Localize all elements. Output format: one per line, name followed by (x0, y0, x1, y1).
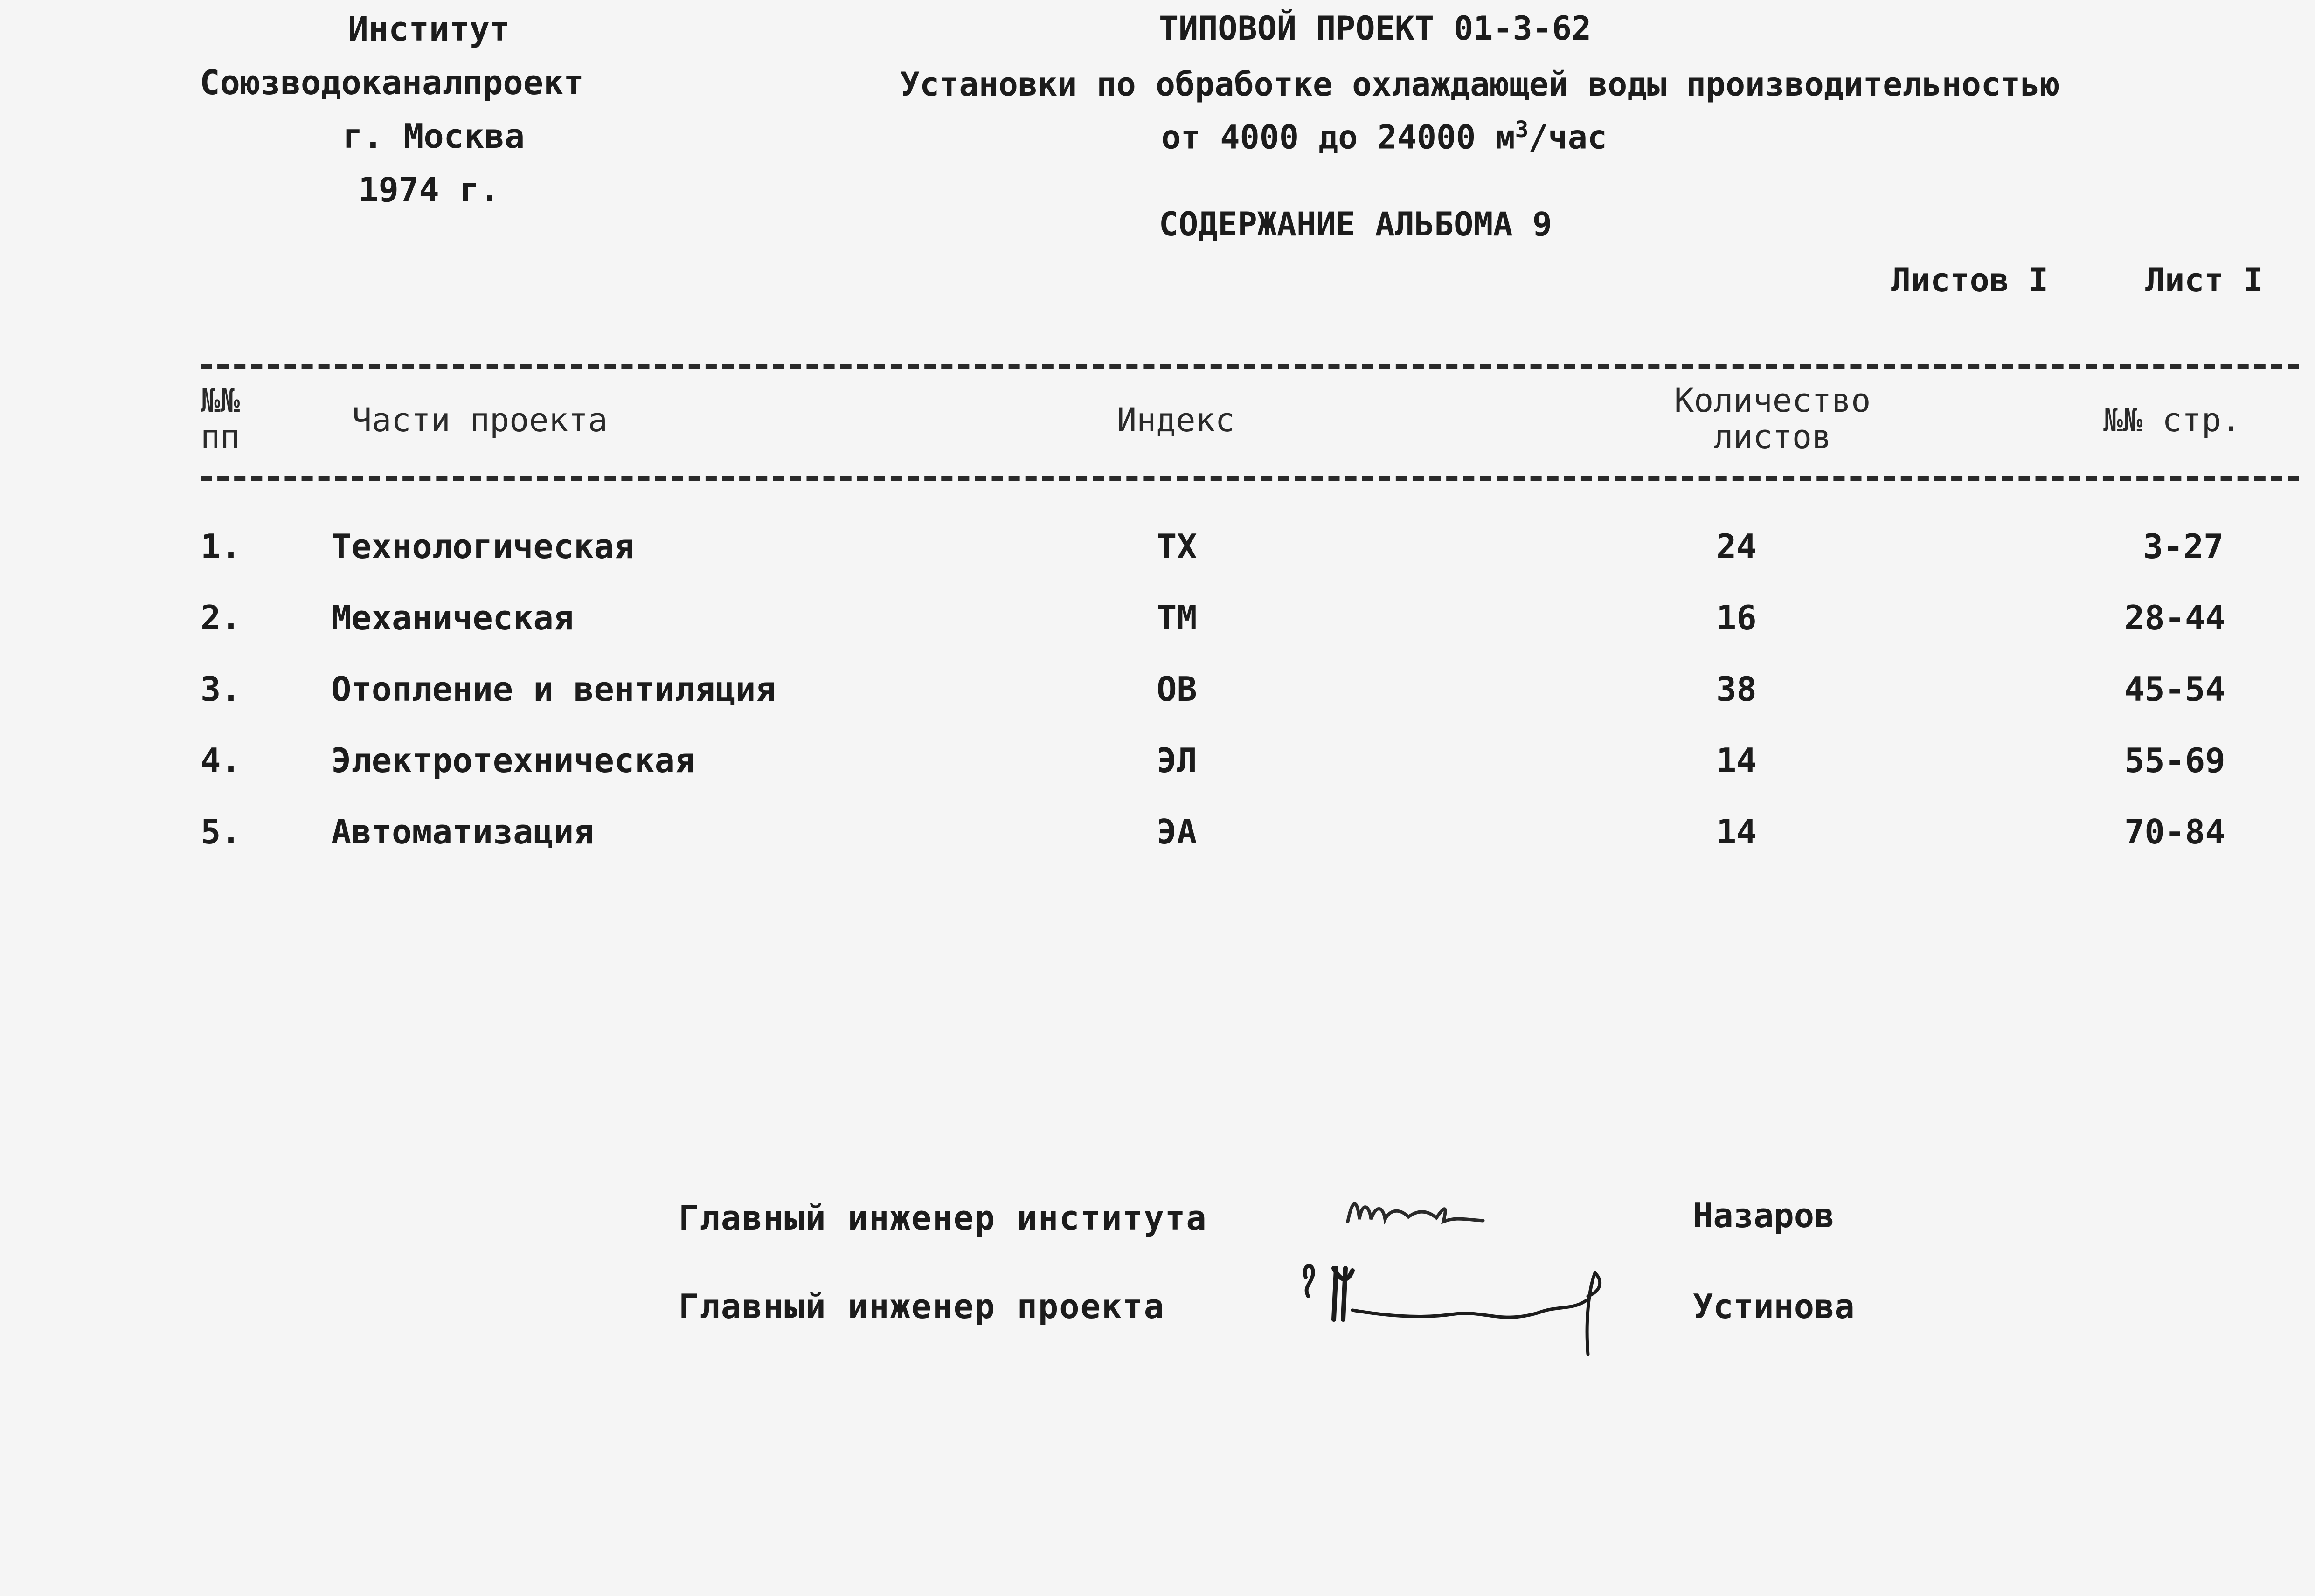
header-number-line2: пп (201, 418, 240, 456)
capacity-superscript: 3 (1515, 117, 1529, 143)
row-pages: 70-84 (2124, 812, 2225, 851)
row-count: 38 (1716, 670, 1757, 709)
institute-org-name: Союзводоканалпроект (200, 63, 584, 102)
row-part: Автоматизация (331, 812, 594, 851)
row-count: 14 (1716, 741, 1757, 780)
capacity-text: от 4000 до 24000 м (1161, 118, 1515, 157)
signature-mark-project (1296, 1254, 1623, 1361)
row-index: ТХ (1157, 527, 1197, 566)
header-pages: №№ стр. (2103, 401, 2241, 439)
sheets-total: Листов I (1891, 261, 2049, 299)
header-index: Индекс (1117, 401, 1235, 439)
capacity-unit: /час (1528, 118, 1608, 157)
row-index: ОВ (1157, 670, 1197, 709)
row-part: Механическая (331, 598, 574, 637)
signature-name-project: Устинова (1693, 1287, 1855, 1326)
row-part: Электротехническая (331, 741, 695, 780)
institute-year: 1974 г. (358, 170, 500, 209)
header-number (201, 382, 240, 455)
row-number: 1. (201, 527, 241, 566)
row-index: ТМ (1157, 598, 1197, 637)
signature-title-chief-engineer-project: Главный инженер проекта (679, 1287, 1165, 1326)
project-subtitle: Установки по обработке охлаждающей воды производительностью (900, 65, 2060, 104)
signature-name-institute: Назаров (1693, 1196, 1835, 1235)
project-capacity (1161, 117, 1607, 156)
contents-title: СОДЕРЖАНИЕ АЛЬБОМА 9 (1159, 205, 1552, 243)
header-count-line2: листов (1713, 418, 1832, 456)
header-part: Части проекта (352, 401, 608, 439)
header-count-line1: Количество (1674, 381, 1871, 420)
project-title: ТИПОВОЙ ПРОЕКТ 01-3-62 (1159, 9, 1592, 48)
sheet-number: Лист I (2145, 261, 2263, 299)
header-number-line1: №№ (201, 381, 240, 420)
row-pages: 3-27 (2143, 527, 2224, 566)
row-pages: 28-44 (2124, 598, 2225, 637)
signature-mark-institute (1343, 1184, 1511, 1236)
row-index: ЭЛ (1157, 741, 1197, 780)
row-part: Отопление и вентиляция (331, 670, 776, 709)
row-number: 5. (201, 812, 241, 851)
row-part: Технологическая (331, 527, 635, 566)
row-number: 2. (201, 598, 241, 637)
row-pages: 45-54 (2124, 670, 2225, 709)
table-header-divider (201, 476, 2299, 481)
table-top-divider (201, 364, 2299, 369)
row-pages: 55-69 (2124, 741, 2225, 780)
row-number: 3. (201, 670, 241, 709)
row-count: 14 (1716, 812, 1757, 851)
row-count: 16 (1716, 598, 1757, 637)
signature-title-chief-engineer-institute: Главный инженер института (679, 1198, 1207, 1237)
row-index: ЭА (1157, 812, 1197, 851)
institute-name-label: Институт (348, 9, 510, 48)
institute-city: г. Москва (342, 117, 525, 156)
header-sheet-count (1674, 382, 1871, 455)
row-count: 24 (1716, 527, 1757, 566)
row-number: 4. (201, 741, 241, 780)
